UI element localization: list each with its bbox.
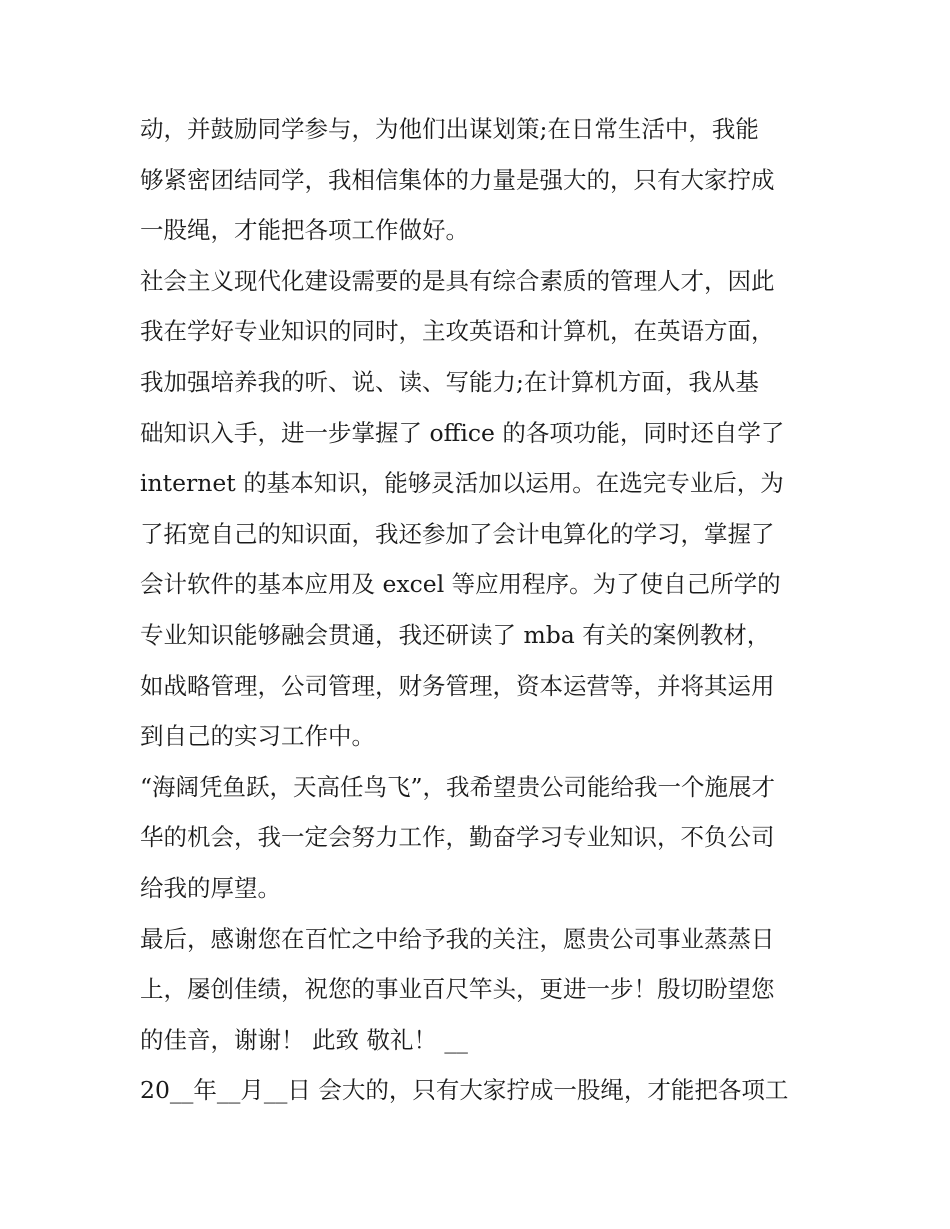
text-line: 动，并鼓励同学参与，为他们出谋划策;在日常生活中，我能 [140,115,759,143]
paragraph-teamwork [140,104,812,256]
text-line: “海阔凭鱼跃，天高任鸟飞”，我希望贵公司能给我一个施展才 [140,772,776,801]
text-line: internet 的基本知识，能够灵活加以运用。在选完专业后，为 [140,469,784,498]
text-line: 一股绳，才能把各项工作做好。 [140,216,469,245]
text-line: 到自己的实习工作中。 [140,722,375,751]
text-line: 我加强培养我的听、说、读、写能力;在计算机方面，我从基 [140,367,759,396]
text-line: 我在学好专业知识的同时，主攻英语和计算机，在英语方面， [140,317,775,346]
paragraph-date [140,1065,812,1116]
text-line: 社会主义现代化建设需要的是具有综合素质的管理人才，因此 [140,266,775,295]
text-line: 最后，感谢您在百忙之中给予我的关注，愿贵公司事业蒸蒸日 [140,924,775,953]
document-body [140,104,812,1116]
text-line: 会计软件的基本应用及 excel 等应用程序。为了使自己所学的 [140,570,781,599]
text-line: 了拓宽自己的知识面，我还参加了会计电算化的学习，掌握了 [140,519,775,548]
text-line: 如战略管理，公司管理，财务管理，资本运营等，并将其运用 [140,671,775,700]
text-line: 专业知识能够融会贯通，我还研读了 mba 有关的案例教材， [140,620,771,649]
paragraph-closing [140,914,812,1066]
text-line: 础知识入手，进一步掌握了 office 的各项功能，同时还自学了 [140,418,785,447]
text-line: 上，屡创佳绩，祝您的事业百尺竿头，更进一步！殷切盼望您 [140,975,775,1004]
paragraph-aspiration [140,762,812,914]
text-line: 20__年__月__日 会大的，只有大家拧成一股绳，才能把各项工 [140,1076,789,1105]
text-line: 给我的厚望。 [140,873,281,902]
text-line: 的佳音，谢谢！ 此致 敬礼！ __ [140,1025,468,1054]
text-line: 华的机会，我一定会努力工作，勤奋学习专业知识，不负公司 [140,823,775,852]
text-line: 够紧密团结同学，我相信集体的力量是强大的，只有大家拧成 [140,165,775,194]
paragraph-skills [140,256,812,762]
